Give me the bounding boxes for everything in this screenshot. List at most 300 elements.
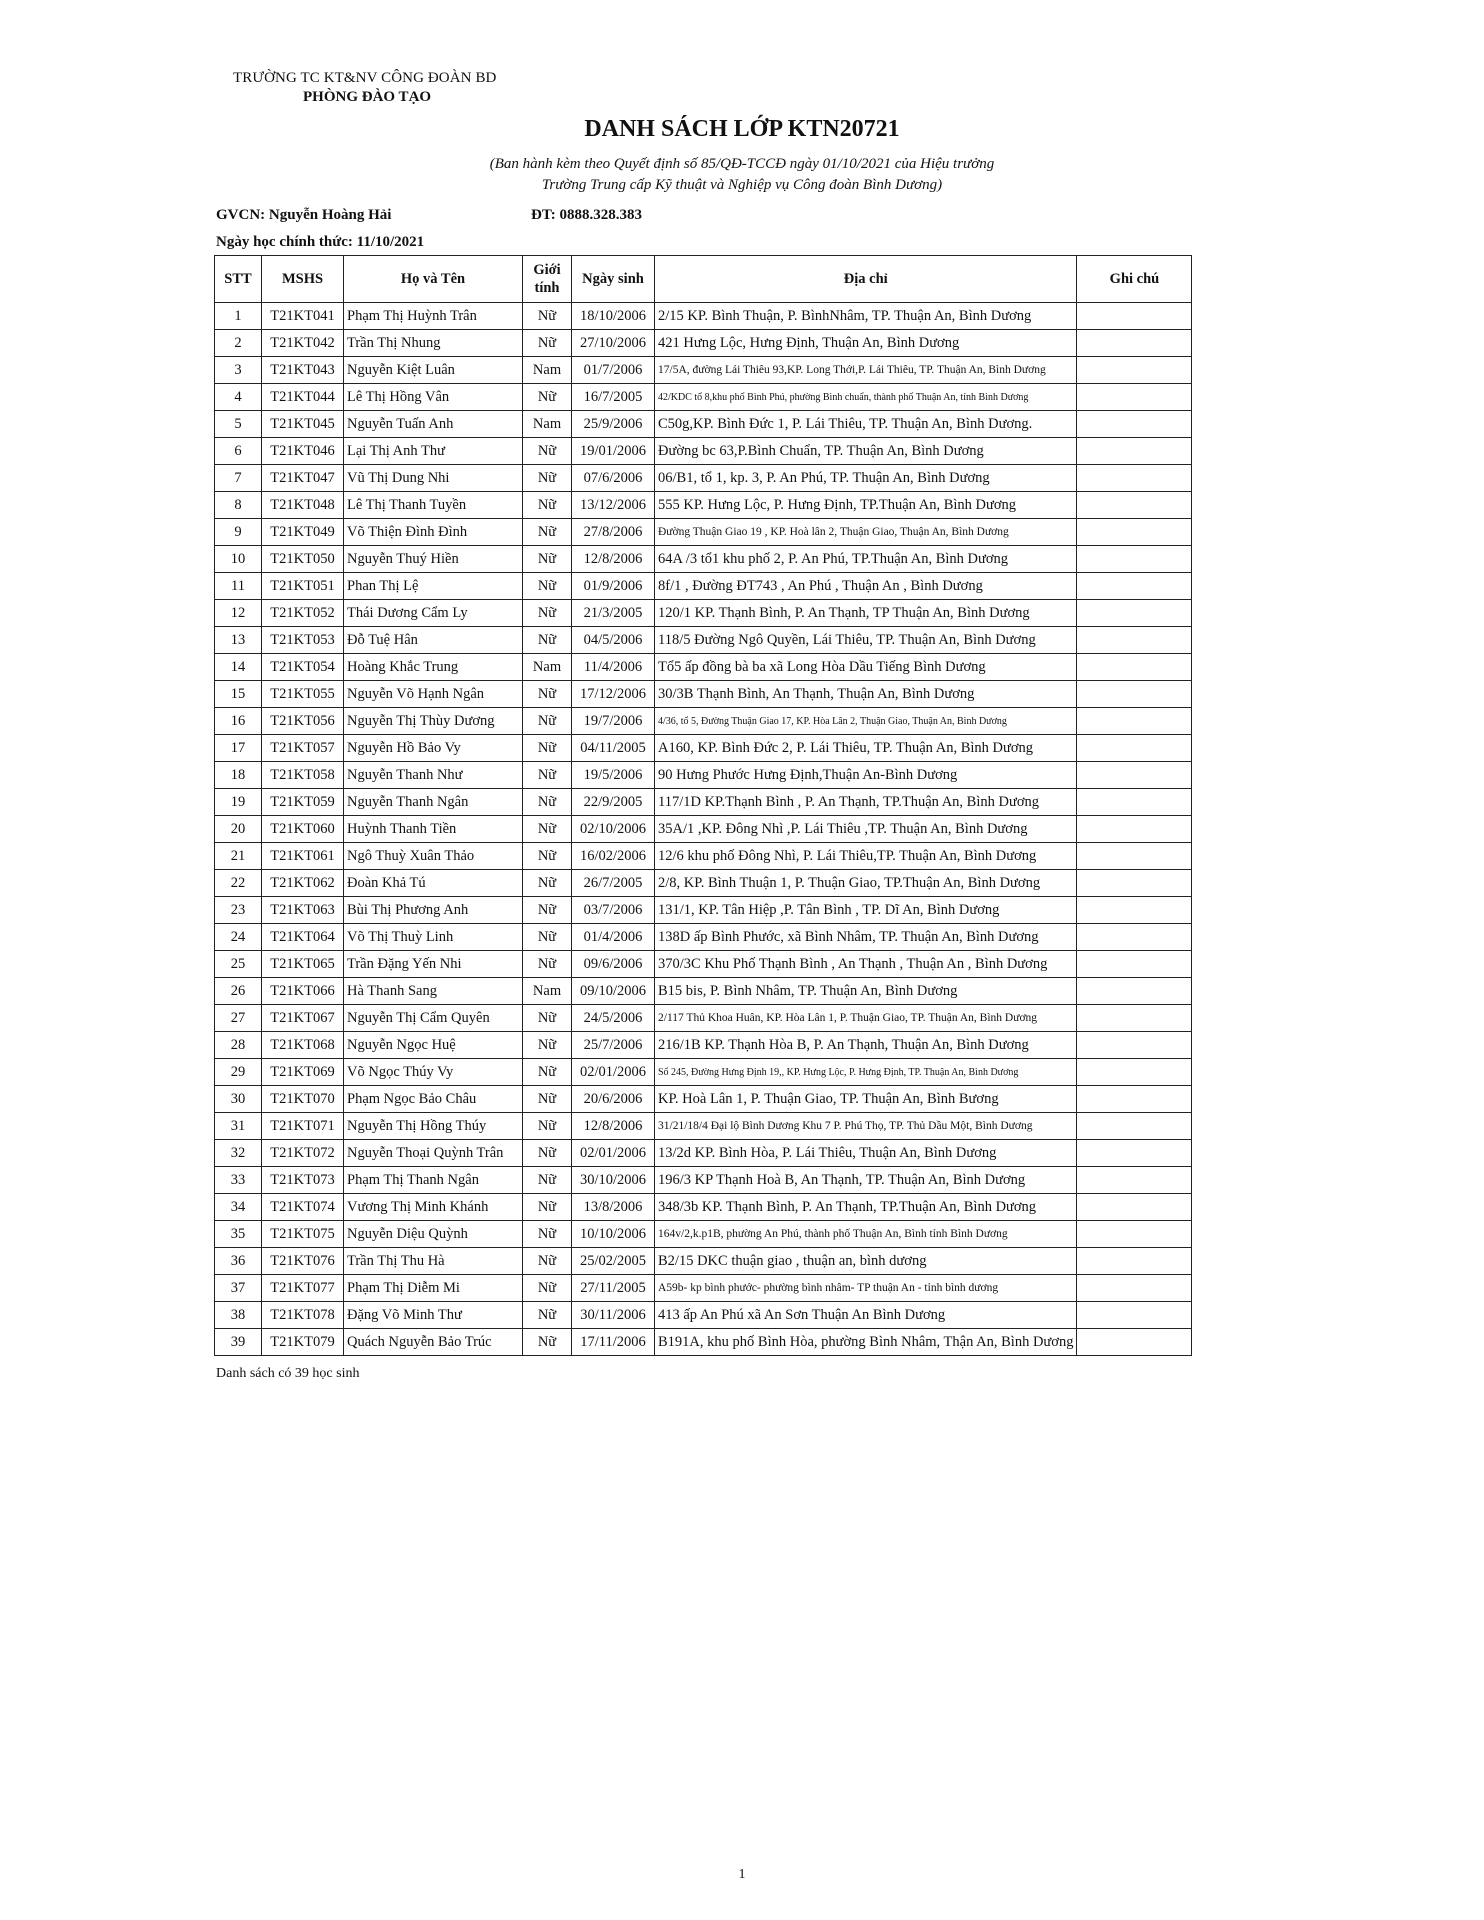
cell-full-name: Nguyễn Võ Hạnh Ngân xyxy=(344,681,523,708)
cell-gender: Nữ xyxy=(523,1194,572,1221)
cell-full-name: Đoàn Khả Tú xyxy=(344,870,523,897)
cell-birth-date: 27/11/2005 xyxy=(572,1275,655,1302)
cell-note xyxy=(1077,924,1192,951)
table-row xyxy=(215,627,1192,654)
column-header: MSHS xyxy=(262,256,344,303)
cell-note xyxy=(1077,762,1192,789)
cell-birth-date: 19/5/2006 xyxy=(572,762,655,789)
cell-student-id: T21KT048 xyxy=(262,492,344,519)
cell-gender: Nữ xyxy=(523,492,572,519)
cell-note xyxy=(1077,1275,1192,1302)
cell-note xyxy=(1077,438,1192,465)
cell-note xyxy=(1077,384,1192,411)
cell-student-id: T21KT077 xyxy=(262,1275,344,1302)
cell-gender: Nữ xyxy=(523,735,572,762)
cell-stt: 4 xyxy=(215,384,262,411)
cell-stt: 19 xyxy=(215,789,262,816)
cell-gender: Nữ xyxy=(523,546,572,573)
cell-address: Số 245, Đường Hưng Định 19,, KP. Hưng Lộc, P. Hưng Định, TP. Thuận An, Bình Dương xyxy=(655,1059,1077,1086)
cell-address: 35A/1 ,KP. Đông Nhì ,P. Lái Thiêu ,TP. Thuận An, Bình Dương xyxy=(655,816,1077,843)
cell-birth-date: 30/11/2006 xyxy=(572,1302,655,1329)
cell-student-id: T21KT046 xyxy=(262,438,344,465)
table-row xyxy=(215,330,1192,357)
cell-birth-date: 12/8/2006 xyxy=(572,546,655,573)
cell-gender: Nữ xyxy=(523,519,572,546)
cell-student-id: T21KT050 xyxy=(262,546,344,573)
cell-stt: 5 xyxy=(215,411,262,438)
cell-stt: 29 xyxy=(215,1059,262,1086)
cell-note xyxy=(1077,978,1192,1005)
cell-full-name: Vương Thị Minh Khánh xyxy=(344,1194,523,1221)
table-row xyxy=(215,1329,1192,1356)
column-header: STT xyxy=(215,256,262,303)
cell-gender: Nam xyxy=(523,411,572,438)
cell-birth-date: 09/10/2006 xyxy=(572,978,655,1005)
cell-full-name: Nguyễn Thuý Hiền xyxy=(344,546,523,573)
cell-student-id: T21KT065 xyxy=(262,951,344,978)
cell-birth-date: 01/7/2006 xyxy=(572,357,655,384)
cell-full-name: Thái Dương Cẩm Ly xyxy=(344,600,523,627)
cell-full-name: Trần Thị Thu Hà xyxy=(344,1248,523,1275)
cell-address: 421 Hưng Lộc, Hưng Định, Thuận An, Bình Dương xyxy=(655,330,1077,357)
cell-stt: 10 xyxy=(215,546,262,573)
cell-address: 370/3C Khu Phố Thạnh Bình , An Thạnh , Thuận An , Bình Dương xyxy=(655,951,1077,978)
cell-full-name: Nguyễn Thị Cẩm Quyên xyxy=(344,1005,523,1032)
cell-address: 31/21/18/4 Đại lộ Bình Dương Khu 7 P. Phú Thọ, TP. Thủ Dầu Một, Bình Dương xyxy=(655,1113,1077,1140)
cell-note xyxy=(1077,303,1192,330)
cell-full-name: Nguyễn Thanh Ngân xyxy=(344,789,523,816)
cell-address: 348/3b KP. Thạnh Bình, P. An Thạnh, TP.Thuận An, Bình Dương xyxy=(655,1194,1077,1221)
cell-gender: Nữ xyxy=(523,789,572,816)
cell-stt: 9 xyxy=(215,519,262,546)
cell-address: KP. Hoà Lân 1, P. Thuận Giao, TP. Thuận An, Bình Bương xyxy=(655,1086,1077,1113)
cell-gender: Nữ xyxy=(523,1140,572,1167)
cell-birth-date: 27/10/2006 xyxy=(572,330,655,357)
table-row xyxy=(215,303,1192,330)
cell-birth-date: 25/02/2005 xyxy=(572,1248,655,1275)
cell-gender: Nữ xyxy=(523,384,572,411)
cell-stt: 36 xyxy=(215,1248,262,1275)
cell-address: Đường bc 63,P.Bình Chuẩn, TP. Thuận An, Bình Dương xyxy=(655,438,1077,465)
table-row xyxy=(215,1059,1192,1086)
cell-stt: 16 xyxy=(215,708,262,735)
cell-note xyxy=(1077,357,1192,384)
cell-address: 30/3B Thạnh Bình, An Thạnh, Thuận An, Bình Dương xyxy=(655,681,1077,708)
document-title: DANH SÁCH LỚP KTN20721 xyxy=(584,116,900,142)
cell-address: 120/1 KP. Thạnh Bình, P. An Thạnh, TP Thuận An, Bình Dương xyxy=(655,600,1077,627)
table-row xyxy=(215,951,1192,978)
cell-birth-date: 02/01/2006 xyxy=(572,1140,655,1167)
cell-stt: 28 xyxy=(215,1032,262,1059)
cell-full-name: Nguyễn Diệu Quỳnh xyxy=(344,1221,523,1248)
cell-gender: Nữ xyxy=(523,303,572,330)
cell-full-name: Nguyễn Hồ Bảo Vy xyxy=(344,735,523,762)
cell-gender: Nữ xyxy=(523,681,572,708)
column-header: Họ và Tên xyxy=(344,256,523,303)
cell-note xyxy=(1077,897,1192,924)
cell-birth-date: 24/5/2006 xyxy=(572,1005,655,1032)
start-date: Ngày học chính thức: 11/10/2021 xyxy=(216,234,425,250)
cell-full-name: Phạm Thị Thanh Ngân xyxy=(344,1167,523,1194)
cell-stt: 21 xyxy=(215,843,262,870)
cell-full-name: Bùi Thị Phương Anh xyxy=(344,897,523,924)
table-row xyxy=(215,1167,1192,1194)
table-row xyxy=(215,1005,1192,1032)
cell-student-id: T21KT069 xyxy=(262,1059,344,1086)
cell-gender: Nữ xyxy=(523,951,572,978)
cell-gender: Nữ xyxy=(523,438,572,465)
cell-address: 4/36, tổ 5, Đường Thuận Giao 17, KP. Hòa Lân 2, Thuận Giao, Thuận An, Bình Dương xyxy=(655,708,1077,735)
cell-full-name: Nguyễn Ngọc Huệ xyxy=(344,1032,523,1059)
cell-student-id: T21KT047 xyxy=(262,465,344,492)
cell-note xyxy=(1077,654,1192,681)
cell-address: 13/2d KP. Bình Hòa, P. Lái Thiêu, Thuận An, Bình Dương xyxy=(655,1140,1077,1167)
cell-stt: 17 xyxy=(215,735,262,762)
table-row xyxy=(215,843,1192,870)
cell-student-id: T21KT074 xyxy=(262,1194,344,1221)
cell-birth-date: 26/7/2005 xyxy=(572,870,655,897)
cell-stt: 39 xyxy=(215,1329,262,1356)
cell-address: 2/8, KP. Bình Thuận 1, P. Thuận Giao, TP.Thuận An, Bình Dương xyxy=(655,870,1077,897)
cell-full-name: Nguyễn Thị Hồng Thúy xyxy=(344,1113,523,1140)
decision-note-line1: (Ban hành kèm theo Quyết định số 85/QĐ-TCCĐ ngày 01/10/2021 của Hiệu trưởng xyxy=(489,156,995,172)
cell-address: 06/B1, tổ 1, kp. 3, P. An Phú, TP. Thuận An, Bình Dương xyxy=(655,465,1077,492)
table-row xyxy=(215,1113,1192,1140)
cell-stt: 38 xyxy=(215,1302,262,1329)
cell-note xyxy=(1077,1329,1192,1356)
cell-birth-date: 25/7/2006 xyxy=(572,1032,655,1059)
homeroom-teacher: GVCN: Nguyễn Hoàng Hải xyxy=(216,207,392,223)
cell-student-id: T21KT078 xyxy=(262,1302,344,1329)
cell-full-name: Võ Ngọc Thúy Vy xyxy=(344,1059,523,1086)
cell-stt: 37 xyxy=(215,1275,262,1302)
cell-gender: Nữ xyxy=(523,924,572,951)
page-number: 1 xyxy=(738,1867,746,1882)
table-row xyxy=(215,1248,1192,1275)
cell-birth-date: 22/9/2005 xyxy=(572,789,655,816)
cell-address: 413 ấp An Phú xã An Sơn Thuận An Bình Dương xyxy=(655,1302,1077,1329)
cell-stt: 6 xyxy=(215,438,262,465)
table-row xyxy=(215,816,1192,843)
table-row xyxy=(215,654,1192,681)
cell-address: 8f/1 , Đường ĐT743 , An Phú , Thuận An , Bình Dương xyxy=(655,573,1077,600)
table-row xyxy=(215,870,1192,897)
table-row xyxy=(215,357,1192,384)
column-header: Giới tính xyxy=(523,256,572,303)
cell-note xyxy=(1077,492,1192,519)
cell-birth-date: 18/10/2006 xyxy=(572,303,655,330)
cell-note xyxy=(1077,789,1192,816)
table-row xyxy=(215,681,1192,708)
cell-stt: 1 xyxy=(215,303,262,330)
cell-gender: Nữ xyxy=(523,330,572,357)
cell-stt: 30 xyxy=(215,1086,262,1113)
cell-address: A160, KP. Bình Đức 2, P. Lái Thiêu, TP. Thuận An, Bình Dương xyxy=(655,735,1077,762)
table-row xyxy=(215,1194,1192,1221)
cell-student-id: T21KT057 xyxy=(262,735,344,762)
cell-full-name: Huỳnh Thanh Tiền xyxy=(344,816,523,843)
table-row xyxy=(215,546,1192,573)
cell-gender: Nữ xyxy=(523,897,572,924)
cell-note xyxy=(1077,1221,1192,1248)
cell-gender: Nữ xyxy=(523,1167,572,1194)
cell-address: 118/5 Đường Ngô Quyền, Lái Thiêu, TP. Thuận An, Bình Dương xyxy=(655,627,1077,654)
cell-full-name: Quách Nguyễn Bảo Trúc xyxy=(344,1329,523,1356)
cell-birth-date: 03/7/2006 xyxy=(572,897,655,924)
cell-birth-date: 17/12/2006 xyxy=(572,681,655,708)
cell-address: 2/117 Thủ Khoa Huân, KP. Hòa Lân 1, P. Thuận Giao, TP. Thuận An, Bình Dương xyxy=(655,1005,1077,1032)
decision-note-line2: Trường Trung cấp Kỹ thuật và Nghiệp vụ Công đoàn Bình Dương) xyxy=(541,177,943,193)
cell-stt: 22 xyxy=(215,870,262,897)
cell-full-name: Nguyễn Tuấn Anh xyxy=(344,411,523,438)
cell-gender: Nữ xyxy=(523,1329,572,1356)
cell-note xyxy=(1077,573,1192,600)
cell-stt: 7 xyxy=(215,465,262,492)
cell-student-id: T21KT052 xyxy=(262,600,344,627)
cell-address: 555 KP. Hưng Lộc, P. Hưng Định, TP.Thuận An, Bình Dương xyxy=(655,492,1077,519)
cell-student-id: T21KT060 xyxy=(262,816,344,843)
cell-note xyxy=(1077,1302,1192,1329)
cell-address: 17/5A, đường Lái Thiêu 93,KP. Long Thới,P. Lái Thiêu, TP. Thuận An, Bình Dương xyxy=(655,357,1077,384)
cell-note xyxy=(1077,411,1192,438)
cell-gender: Nữ xyxy=(523,1086,572,1113)
cell-full-name: Phạm Thị Huỳnh Trân xyxy=(344,303,523,330)
table-row xyxy=(215,573,1192,600)
cell-note xyxy=(1077,465,1192,492)
cell-stt: 31 xyxy=(215,1113,262,1140)
cell-stt: 35 xyxy=(215,1221,262,1248)
table-row xyxy=(215,762,1192,789)
cell-note xyxy=(1077,1032,1192,1059)
cell-gender: Nữ xyxy=(523,816,572,843)
teacher-phone: ĐT: 0888.328.383 xyxy=(531,207,642,223)
cell-address: C50g,KP. Bình Đức 1, P. Lái Thiêu, TP. Thuận An, Bình Dương. xyxy=(655,411,1077,438)
cell-full-name: Phan Thị Lệ xyxy=(344,573,523,600)
cell-full-name: Võ Thị Thuỳ Linh xyxy=(344,924,523,951)
cell-note xyxy=(1077,600,1192,627)
cell-student-id: T21KT067 xyxy=(262,1005,344,1032)
cell-address: 131/1, KP. Tân Hiệp ,P. Tân Bình , TP. Dĩ An, Bình Dương xyxy=(655,897,1077,924)
cell-gender: Nữ xyxy=(523,843,572,870)
cell-birth-date: 02/10/2006 xyxy=(572,816,655,843)
cell-gender: Nữ xyxy=(523,1302,572,1329)
cell-note xyxy=(1077,870,1192,897)
cell-student-id: T21KT072 xyxy=(262,1140,344,1167)
cell-full-name: Nguyễn Thoại Quỳnh Trân xyxy=(344,1140,523,1167)
table-row xyxy=(215,465,1192,492)
cell-student-id: T21KT045 xyxy=(262,411,344,438)
cell-gender: Nam xyxy=(523,654,572,681)
table-row xyxy=(215,600,1192,627)
cell-birth-date: 25/9/2006 xyxy=(572,411,655,438)
cell-birth-date: 04/11/2005 xyxy=(572,735,655,762)
cell-full-name: Phạm Ngọc Bảo Châu xyxy=(344,1086,523,1113)
cell-student-id: T21KT049 xyxy=(262,519,344,546)
table-row xyxy=(215,1221,1192,1248)
table-row xyxy=(215,1086,1192,1113)
cell-full-name: Lê Thị Hồng Vân xyxy=(344,384,523,411)
cell-stt: 27 xyxy=(215,1005,262,1032)
table-row xyxy=(215,1275,1192,1302)
cell-student-id: T21KT058 xyxy=(262,762,344,789)
cell-address: Đường Thuận Giao 19 , KP. Hoà lân 2, Thuận Giao, Thuận An, Bình Dương xyxy=(655,519,1077,546)
cell-student-id: T21KT042 xyxy=(262,330,344,357)
cell-student-id: T21KT044 xyxy=(262,384,344,411)
table-row xyxy=(215,735,1192,762)
cell-stt: 8 xyxy=(215,492,262,519)
cell-stt: 18 xyxy=(215,762,262,789)
cell-full-name: Vũ Thị Dung Nhi xyxy=(344,465,523,492)
table-row xyxy=(215,978,1192,1005)
cell-birth-date: 30/10/2006 xyxy=(572,1167,655,1194)
cell-student-id: T21KT053 xyxy=(262,627,344,654)
cell-full-name: Đặng Võ Minh Thư xyxy=(344,1302,523,1329)
cell-note xyxy=(1077,546,1192,573)
cell-note xyxy=(1077,1113,1192,1140)
cell-note xyxy=(1077,951,1192,978)
cell-birth-date: 07/6/2006 xyxy=(572,465,655,492)
cell-gender: Nữ xyxy=(523,1113,572,1140)
cell-note xyxy=(1077,1059,1192,1086)
cell-note xyxy=(1077,627,1192,654)
cell-gender: Nữ xyxy=(523,600,572,627)
cell-stt: 13 xyxy=(215,627,262,654)
cell-note xyxy=(1077,816,1192,843)
table-row xyxy=(215,1032,1192,1059)
table-row xyxy=(215,492,1192,519)
cell-address: 90 Hưng Phước Hưng Định,Thuận An-Bình Dương xyxy=(655,762,1077,789)
cell-student-id: T21KT055 xyxy=(262,681,344,708)
cell-stt: 24 xyxy=(215,924,262,951)
cell-birth-date: 19/7/2006 xyxy=(572,708,655,735)
cell-full-name: Hoàng Khắc Trung xyxy=(344,654,523,681)
cell-gender: Nữ xyxy=(523,1275,572,1302)
cell-birth-date: 04/5/2006 xyxy=(572,627,655,654)
cell-full-name: Lê Thị Thanh Tuyền xyxy=(344,492,523,519)
cell-address: B191A, khu phố Bình Hòa, phường Bình Nhâm, Thận An, Bình Dương xyxy=(655,1329,1077,1356)
cell-note xyxy=(1077,843,1192,870)
cell-birth-date: 17/11/2006 xyxy=(572,1329,655,1356)
cell-address: A59b- kp bình phước- phường bình nhâm- TP thuận An - tỉnh bình dương xyxy=(655,1275,1077,1302)
cell-student-id: T21KT051 xyxy=(262,573,344,600)
cell-address: B2/15 DKC thuận giao , thuận an, bình dương xyxy=(655,1248,1077,1275)
table-row xyxy=(215,411,1192,438)
cell-gender: Nữ xyxy=(523,1005,572,1032)
cell-gender: Nam xyxy=(523,978,572,1005)
cell-address: 216/1B KP. Thạnh Hòa B, P. An Thạnh, Thuận An, Bình Dương xyxy=(655,1032,1077,1059)
cell-student-id: T21KT063 xyxy=(262,897,344,924)
cell-full-name: Nguyễn Kiệt Luân xyxy=(344,357,523,384)
cell-address: 2/15 KP. Bình Thuận, P. BìnhNhâm, TP. Thuận An, Bình Dương xyxy=(655,303,1077,330)
cell-birth-date: 02/01/2006 xyxy=(572,1059,655,1086)
cell-stt: 14 xyxy=(215,654,262,681)
cell-gender: Nữ xyxy=(523,1221,572,1248)
cell-birth-date: 21/3/2005 xyxy=(572,600,655,627)
cell-student-id: T21KT073 xyxy=(262,1167,344,1194)
cell-address: 164v/2,k.p1B, phường An Phú, thành phố Thuận An, Bình tỉnh Bình Dương xyxy=(655,1221,1077,1248)
cell-full-name: Nguyễn Thanh Như xyxy=(344,762,523,789)
table-row xyxy=(215,708,1192,735)
cell-stt: 15 xyxy=(215,681,262,708)
table-body xyxy=(215,303,1192,1356)
cell-address: 12/6 khu phố Đông Nhì, P. Lái Thiêu,TP. Thuận An, Bình Dương xyxy=(655,843,1077,870)
cell-note xyxy=(1077,681,1192,708)
cell-birth-date: 16/02/2006 xyxy=(572,843,655,870)
cell-birth-date: 27/8/2006 xyxy=(572,519,655,546)
cell-note xyxy=(1077,519,1192,546)
cell-student-id: T21KT054 xyxy=(262,654,344,681)
cell-address: 117/1D KP.Thạnh Bình , P. An Thạnh, TP.Thuận An, Bình Dương xyxy=(655,789,1077,816)
cell-stt: 11 xyxy=(215,573,262,600)
cell-gender: Nữ xyxy=(523,1032,572,1059)
cell-birth-date: 13/12/2006 xyxy=(572,492,655,519)
cell-address: 196/3 KP Thạnh Hoà B, An Thạnh, TP. Thuận An, Bình Dương xyxy=(655,1167,1077,1194)
cell-stt: 20 xyxy=(215,816,262,843)
cell-address: 138D ấp Bình Phước, xã Bình Nhâm, TP. Thuận An, Bình Dương xyxy=(655,924,1077,951)
cell-stt: 33 xyxy=(215,1167,262,1194)
cell-gender: Nữ xyxy=(523,1059,572,1086)
cell-student-id: T21KT064 xyxy=(262,924,344,951)
school-name: TRƯỜNG TC KT&NV CÔNG ĐOÀN BD xyxy=(233,70,497,86)
table-row xyxy=(215,1140,1192,1167)
cell-note xyxy=(1077,330,1192,357)
cell-note xyxy=(1077,1005,1192,1032)
cell-note xyxy=(1077,708,1192,735)
cell-stt: 12 xyxy=(215,600,262,627)
department-name: PHÒNG ĐÀO TẠO xyxy=(303,89,432,105)
cell-gender: Nữ xyxy=(523,627,572,654)
cell-note xyxy=(1077,1248,1192,1275)
cell-gender: Nữ xyxy=(523,870,572,897)
cell-gender: Nam xyxy=(523,357,572,384)
cell-birth-date: 01/9/2006 xyxy=(572,573,655,600)
cell-stt: 23 xyxy=(215,897,262,924)
cell-student-id: T21KT070 xyxy=(262,1086,344,1113)
cell-full-name: Nguyễn Thị Thùy Dương xyxy=(344,708,523,735)
table-row xyxy=(215,519,1192,546)
cell-student-id: T21KT062 xyxy=(262,870,344,897)
table-row xyxy=(215,924,1192,951)
cell-student-id: T21KT075 xyxy=(262,1221,344,1248)
cell-address: 42/KDC tổ 8,khu phố Bình Phú, phường Bình chuẩn, thành phố Thuận An, tỉnh Bình Dương xyxy=(655,384,1077,411)
cell-full-name: Đỗ Tuệ Hân xyxy=(344,627,523,654)
cell-gender: Nữ xyxy=(523,762,572,789)
cell-full-name: Trần Đặng Yến Nhi xyxy=(344,951,523,978)
cell-note xyxy=(1077,1194,1192,1221)
cell-birth-date: 16/7/2005 xyxy=(572,384,655,411)
student-table xyxy=(214,255,1192,1356)
cell-student-id: T21KT041 xyxy=(262,303,344,330)
cell-birth-date: 20/6/2006 xyxy=(572,1086,655,1113)
cell-gender: Nữ xyxy=(523,1248,572,1275)
cell-birth-date: 19/01/2006 xyxy=(572,438,655,465)
cell-note xyxy=(1077,1167,1192,1194)
cell-birth-date: 01/4/2006 xyxy=(572,924,655,951)
cell-gender: Nữ xyxy=(523,573,572,600)
cell-student-id: T21KT056 xyxy=(262,708,344,735)
table-row xyxy=(215,438,1192,465)
cell-birth-date: 12/8/2006 xyxy=(572,1113,655,1140)
cell-full-name: Ngô Thuỳ Xuân Thảo xyxy=(344,843,523,870)
cell-full-name: Phạm Thị Diễm Mi xyxy=(344,1275,523,1302)
cell-stt: 32 xyxy=(215,1140,262,1167)
cell-note xyxy=(1077,1140,1192,1167)
cell-full-name: Hà Thanh Sang xyxy=(344,978,523,1005)
cell-stt: 34 xyxy=(215,1194,262,1221)
column-header: Ghi chú xyxy=(1077,256,1192,303)
student-count-summary: Danh sách có 39 học sinh xyxy=(216,1366,360,1381)
cell-student-id: T21KT071 xyxy=(262,1113,344,1140)
